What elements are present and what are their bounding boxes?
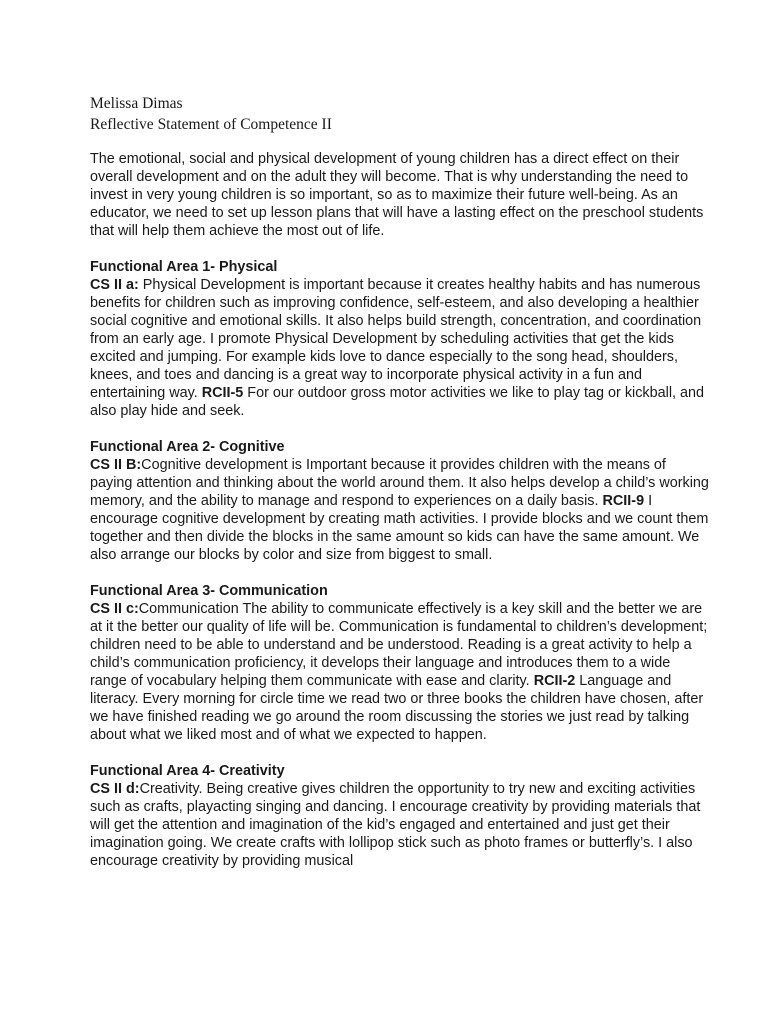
section-text-part2: I encourage cognitive development by creating math activities. I provide blocks and we count them together and then divide the blocks in the same amount so kids can have the same amount. We also arrange our blocks by color and size from biggest to small. [90, 493, 709, 563]
section-text-part1: Creativity. Being creative gives children the opportunity to try new and exciting activities such as crafts, playacting singing and dancing. I encourage creativity by providing materials that will get the attention and imagination of the kid’s engaged and entertained and just get their imagination going. We create crafts with lollipop stick such as photo frames or butterfly’s. I also encourage creativity by providing musical [90, 781, 701, 869]
section-heading: Functional Area 4- Creativity [90, 763, 285, 779]
competency-label: CS II d: [90, 781, 140, 797]
section-communication [90, 582, 710, 744]
document-title: Reflective Statement of Competence II [90, 116, 332, 133]
section-heading: Functional Area 2- Cognitive [90, 439, 285, 455]
section-text-part2: For our outdoor gross motor activities we like to play tag or kickball, and also play hide and seek. [90, 385, 705, 419]
section-text-part1: Physical Development is important because it creates healthy habits and has numerous benefits for children such as improving confidence, self-esteem, and also developing a healthier social cognitive and emotional skills. It also helps build strength, concentration, and coordination from an early age. I promote Physical Development by scheduling activities that get the kids excited and jumping. For example kids love to dance especially to the song head, shoulders, knees, and toes and dancing is a great way to incorporate physical activity in a fun and entertaining way. [90, 277, 702, 401]
section-text-part1: Cognitive development is Important because it provides children with the means of paying attention and thinking about the world around them. It also helps develop a child’s working memory, and the ability to manage and respond to experiences on a daily basis. [90, 457, 709, 509]
intro-paragraph: The emotional, social and physical development of young children has a direct effect on their overall development and on the adult they will become. That is why understanding the need to invest in very young children is so important, so as to maximize their future well-being. As an educator, we need to set up lesson plans that will have a lasting effect on the preschool students that will help them achieve the most out of life. [90, 151, 704, 239]
section-cognitive [90, 438, 710, 564]
competency-label: CS II c: [90, 601, 139, 617]
document-header [90, 93, 332, 135]
section-heading: Functional Area 1- Physical [90, 259, 278, 275]
competency-label: CS II a: [90, 277, 139, 293]
section-heading: Functional Area 3- Communication [90, 583, 328, 599]
section-text [90, 276, 710, 420]
reference-label: RCII-5 [201, 385, 244, 401]
reference-label: RCII-9 [602, 493, 645, 509]
section-creativity [90, 762, 710, 870]
section-text-part2: Language and literacy. Every morning for circle time we read two or three books the children have chosen, after we have finished reading we go around the room discussing the stories we just read by talking about what we liked most and of what we expected to happen. [90, 673, 704, 743]
competency-label: CS II B: [90, 457, 142, 473]
document-body [90, 150, 710, 888]
section-physical [90, 258, 710, 420]
section-text-part1: Communication The ability to communicate effectively is a key skill and the better we are at it the better our quality of life will be. Communication is fundamental to children’s development; children need to be able to understand and be understood. Reading is a great activity to help a child’s communication proficiency, it develops their language and introduces them to a wide range of vocabulary helping them communicate with ease and clarity. [90, 601, 708, 689]
author-name: Melissa Dimas [90, 95, 183, 112]
reference-label: RCII-2 [533, 673, 576, 689]
section-text [90, 600, 710, 744]
section-text [90, 456, 710, 564]
section-text [90, 780, 710, 870]
